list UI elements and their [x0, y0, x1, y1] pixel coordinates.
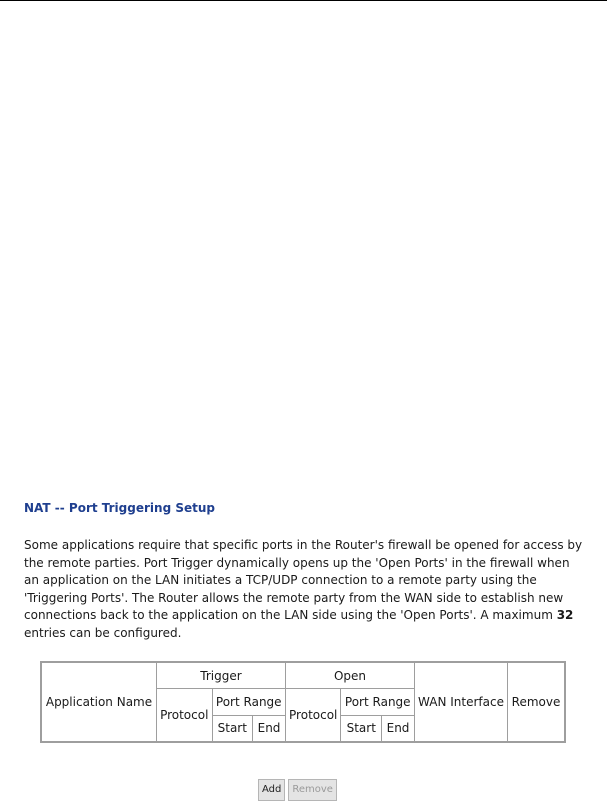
description-line-5-text: connections back to the application on the LAN side using the 'Open Ports'. A maximum [24, 608, 557, 623]
remove-button[interactable]: Remove [288, 779, 337, 801]
add-button[interactable]: Add [258, 779, 285, 801]
description-line-3: an application on the LAN initiates a TCP/UDP connection to a remote party using the [24, 573, 537, 588]
header-open-end: End [382, 715, 415, 742]
header-trigger-start: Start [212, 715, 253, 742]
header-trigger-protocol: Protocol [157, 689, 213, 742]
header-trigger: Trigger [157, 662, 286, 689]
page-description [24, 537, 599, 643]
header-remove: Remove [508, 662, 566, 742]
header-open: Open [285, 662, 414, 689]
header-trigger-port-range: Port Range [212, 689, 285, 715]
page-title: NAT -- Port Triggering Setup [24, 501, 215, 515]
max-entries-value: 32 [556, 608, 574, 623]
top-divider [0, 0, 607, 1]
header-open-port-range: Port Range [341, 689, 415, 715]
action-buttons [258, 779, 340, 801]
port-triggering-table [40, 661, 566, 743]
header-application-name: Application Name [41, 662, 157, 742]
header-row-1 [41, 662, 565, 689]
header-wan-interface: WAN Interface [415, 662, 508, 742]
header-trigger-end: End [253, 715, 286, 742]
description-line-4: 'Triggering Ports'. The Router allows the remote party from the WAN side to establish new [24, 590, 564, 605]
description-line-5 [24, 607, 599, 625]
description-line-2: the remote parties. Port Trigger dynamically opens up the 'Open Ports' in the firewall when [24, 555, 570, 570]
header-open-protocol: Protocol [285, 689, 341, 742]
description-line-1: Some applications require that specific ports in the Router's firewall be opened for access by [24, 538, 583, 552]
description-line-6: entries can be configured. [24, 625, 182, 640]
header-open-start: Start [341, 715, 382, 742]
